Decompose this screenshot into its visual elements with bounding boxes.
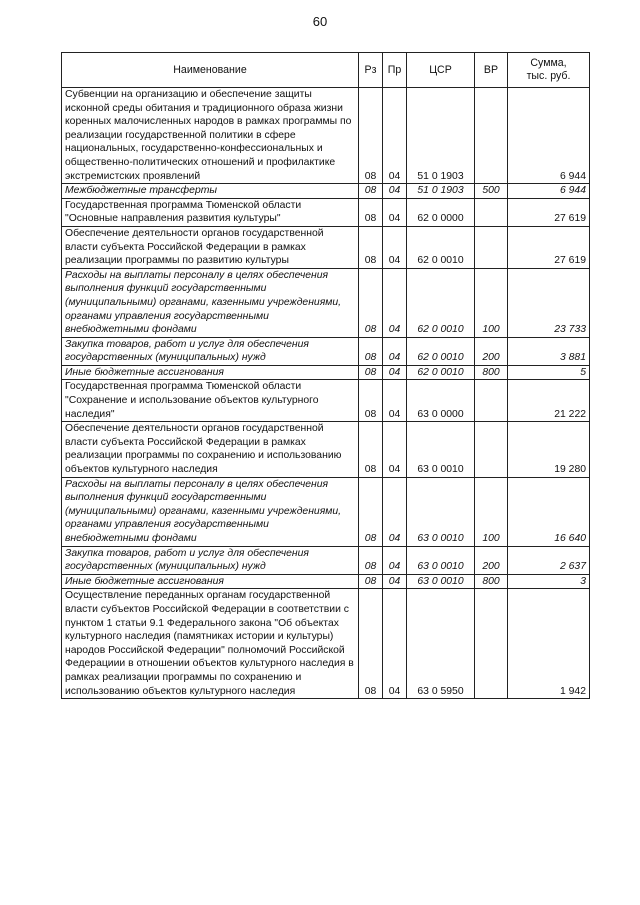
cell-name: Государственная программа Тюменской области "Сохранение и использование объектов культурного наследия"	[62, 380, 359, 422]
cell-vr: 800	[475, 365, 508, 380]
cell-pr: 04	[383, 589, 407, 699]
cell-name: Иные бюджетные ассигнования	[62, 365, 359, 380]
cell-csr: 63 0 0010	[407, 477, 475, 546]
cell-sum: 3 881	[508, 337, 590, 365]
table-row	[62, 380, 590, 422]
cell-csr: 63 0 0000	[407, 380, 475, 422]
cell-rz: 08	[359, 422, 383, 477]
cell-csr: 51 0 1903	[407, 88, 475, 184]
cell-sum: 6 944	[508, 184, 590, 199]
table-row	[62, 88, 590, 184]
cell-name: Обеспечение деятельности органов государственной власти субъекта Российской Федерации в рамках реализации программы по развитию культуры	[62, 226, 359, 268]
cell-vr: 500	[475, 184, 508, 199]
table-row	[62, 337, 590, 365]
cell-pr: 04	[383, 365, 407, 380]
cell-pr: 04	[383, 574, 407, 589]
cell-name: Расходы на выплаты персоналу в целях обеспечения выполнения функций государственными (муниципальными) органами, казенными учреждениями, органами управления государственными внебюджетными фондами	[62, 477, 359, 546]
header-sum	[508, 53, 590, 88]
cell-csr: 62 0 0010	[407, 365, 475, 380]
table-row	[62, 268, 590, 337]
header-vr: ВР	[475, 53, 508, 88]
cell-rz: 08	[359, 589, 383, 699]
cell-csr: 62 0 0000	[407, 198, 475, 226]
cell-sum: 16 640	[508, 477, 590, 546]
cell-csr: 63 0 0010	[407, 422, 475, 477]
cell-pr: 04	[383, 477, 407, 546]
cell-rz: 08	[359, 574, 383, 589]
table-row	[62, 198, 590, 226]
cell-vr	[475, 88, 508, 184]
cell-vr	[475, 422, 508, 477]
cell-csr: 63 0 5950	[407, 589, 475, 699]
cell-pr: 04	[383, 88, 407, 184]
cell-vr	[475, 589, 508, 699]
cell-rz: 08	[359, 184, 383, 199]
table-row	[62, 574, 590, 589]
cell-pr: 04	[383, 184, 407, 199]
header-sum-line1: Сумма,	[530, 57, 567, 69]
cell-sum: 27 619	[508, 226, 590, 268]
cell-rz: 08	[359, 268, 383, 337]
cell-rz: 08	[359, 546, 383, 574]
cell-sum: 27 619	[508, 198, 590, 226]
cell-csr: 63 0 0010	[407, 546, 475, 574]
cell-rz: 08	[359, 88, 383, 184]
table-header	[62, 53, 590, 88]
table-row	[62, 226, 590, 268]
cell-vr	[475, 226, 508, 268]
cell-rz: 08	[359, 380, 383, 422]
cell-sum: 6 944	[508, 88, 590, 184]
cell-vr: 200	[475, 337, 508, 365]
cell-name: Субвенции на организацию и обеспечение защиты исконной среды обитания и традиционного образа жизни коренных малочисленных народов в рамках программы по реализации государственной политики в сфере национальных, государственно-конфессиональных и общественно-политических отношений и профилактике экстремистских проявлений	[62, 88, 359, 184]
table-row	[62, 422, 590, 477]
cell-vr: 800	[475, 574, 508, 589]
header-pr: Пр	[383, 53, 407, 88]
cell-name: Обеспечение деятельности органов государственной власти субъекта Российской Федерации в рамках реализации программы по сохранению и использованию объектов культурного наследия	[62, 422, 359, 477]
table-body	[62, 88, 590, 699]
table-row	[62, 184, 590, 199]
cell-pr: 04	[383, 337, 407, 365]
cell-vr: 100	[475, 477, 508, 546]
header-row	[62, 53, 590, 88]
cell-name: Межбюджетные трансферты	[62, 184, 359, 199]
cell-name: Закупка товаров, работ и услуг для обеспечения государственных (муниципальных) нужд	[62, 337, 359, 365]
cell-pr: 04	[383, 226, 407, 268]
cell-pr: 04	[383, 380, 407, 422]
cell-sum: 5	[508, 365, 590, 380]
cell-pr: 04	[383, 198, 407, 226]
page-number: 60	[312, 14, 328, 29]
header-sum-line2: тыс. руб.	[526, 70, 571, 82]
cell-vr: 200	[475, 546, 508, 574]
cell-name: Закупка товаров, работ и услуг для обеспечения государственных (муниципальных) нужд	[62, 546, 359, 574]
cell-pr: 04	[383, 422, 407, 477]
cell-sum: 2 637	[508, 546, 590, 574]
cell-csr: 62 0 0010	[407, 226, 475, 268]
cell-rz: 08	[359, 198, 383, 226]
cell-rz: 08	[359, 337, 383, 365]
cell-csr: 62 0 0010	[407, 337, 475, 365]
cell-vr: 100	[475, 268, 508, 337]
header-csr: ЦСР	[407, 53, 475, 88]
cell-sum: 1 942	[508, 589, 590, 699]
cell-rz: 08	[359, 365, 383, 380]
cell-sum: 19 280	[508, 422, 590, 477]
cell-rz: 08	[359, 477, 383, 546]
cell-vr	[475, 198, 508, 226]
cell-sum: 23 733	[508, 268, 590, 337]
table-row	[62, 589, 590, 699]
table-row	[62, 365, 590, 380]
cell-vr	[475, 380, 508, 422]
cell-name: Расходы на выплаты персоналу в целях обеспечения выполнения функций государственными (муниципальными) органами, казенными учреждениями, органами управления государственными внебюджетными фондами	[62, 268, 359, 337]
cell-csr: 62 0 0010	[407, 268, 475, 337]
cell-name: Государственная программа Тюменской области "Основные направления развития культуры"	[62, 198, 359, 226]
cell-pr: 04	[383, 268, 407, 337]
cell-pr: 04	[383, 546, 407, 574]
cell-sum: 21 222	[508, 380, 590, 422]
table-row	[62, 546, 590, 574]
cell-csr: 63 0 0010	[407, 574, 475, 589]
cell-name: Осуществление переданных органам государственной власти субъектов Российской Федерации в соответствии с пунктом 1 статьи 9.1 Федерального закона "Об объектах культурного наследия (памятниках истории и культуры) народов Российской Федерации" полномочий Российской Федерациии в отношении объектов культурного наследия в рамках реализации программы по сохранению и использованию объектов культурного наследия	[62, 589, 359, 699]
table-row	[62, 477, 590, 546]
cell-rz: 08	[359, 226, 383, 268]
cell-sum: 3	[508, 574, 590, 589]
header-name: Наименование	[62, 53, 359, 88]
budget-table	[61, 52, 590, 699]
cell-name: Иные бюджетные ассигнования	[62, 574, 359, 589]
header-rz: Рз	[359, 53, 383, 88]
cell-csr: 51 0 1903	[407, 184, 475, 199]
